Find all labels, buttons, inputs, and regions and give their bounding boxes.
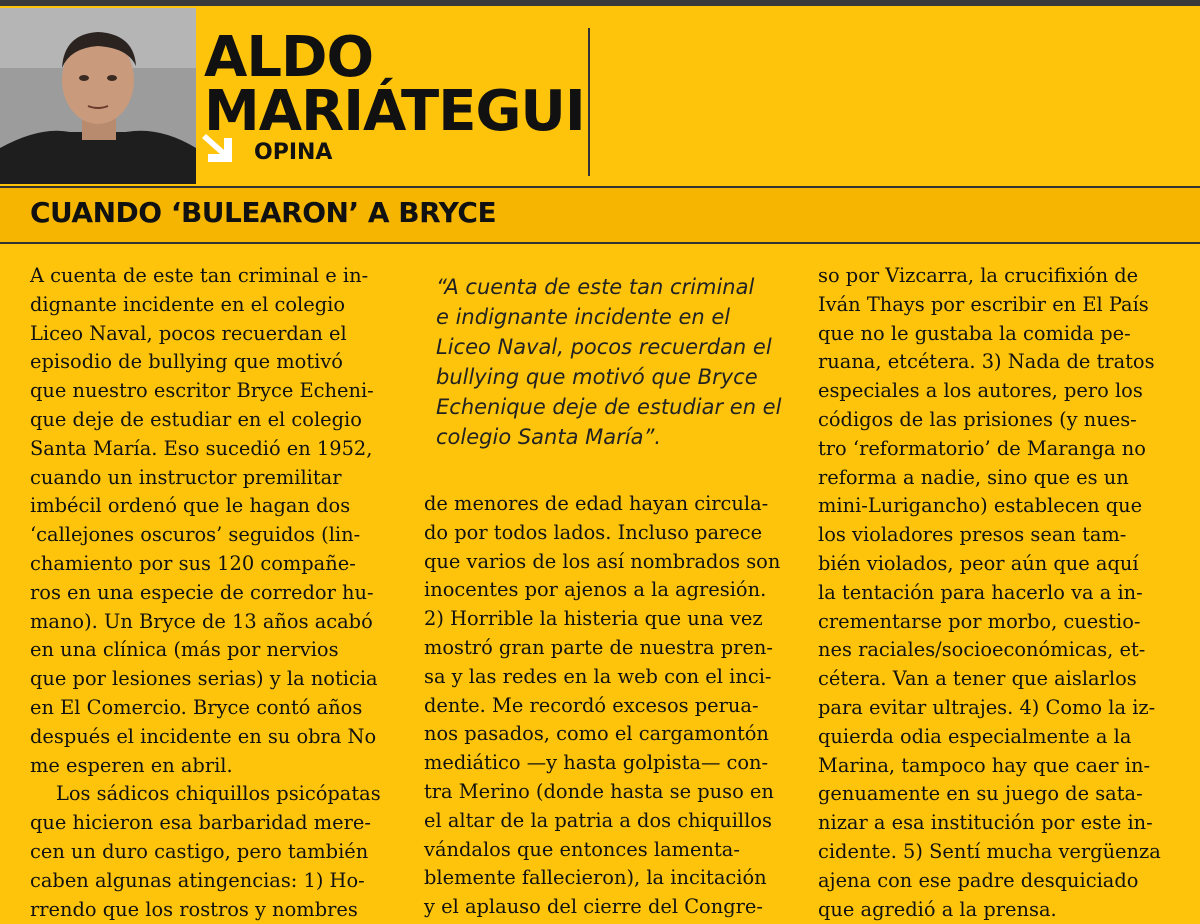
text-line: reforma a nadie, sino que es un xyxy=(818,465,1129,489)
pull-quote-line: “A cuenta de este tan criminal xyxy=(436,275,755,299)
headline: CUANDO ‘BULEARON’ A BRYCE xyxy=(30,196,497,229)
text-line: Santa María. Eso sucedió en 1952, xyxy=(30,436,373,460)
text-line: los violadores presos sean tam- xyxy=(818,523,1127,547)
text-line: nos pasados, como el cargamontón xyxy=(424,722,769,746)
text-line: en El Comercio. Bryce contó años xyxy=(30,695,363,719)
text-line: Liceo Naval, pocos recuerdan el xyxy=(30,321,347,345)
pull-quote-line: Echenique deje de estudiar en el xyxy=(436,395,782,419)
pull-quote-line: Liceo Naval, pocos recuerdan el xyxy=(436,335,772,359)
text-line: inocentes por ajenos a la agresión. xyxy=(424,578,767,602)
text-line: ruana, etcétera. 3) Nada de tratos xyxy=(818,350,1155,374)
text-line: especiales a los autores, pero los xyxy=(818,379,1143,403)
text-line: imbécil ordenó que le hagan dos xyxy=(30,494,351,518)
text-line: quierda odia especialmente a la xyxy=(818,724,1132,748)
text-line: chamiento por sus 120 compañe- xyxy=(30,551,356,575)
text-line: bién violados, peor aún que aquí xyxy=(818,551,1139,575)
text-line: me esperen en abril. xyxy=(30,753,233,777)
text-line: A cuenta de este tan criminal e in- xyxy=(30,264,369,287)
text-line: blemente fallecieron), la incitación xyxy=(424,866,767,890)
text-line: so por Vizcarra, la crucifixión de xyxy=(818,264,1139,287)
text-line: Marina, tampoco hay que caer in- xyxy=(818,753,1151,777)
text-line: y el aplauso del cierre del Congre- xyxy=(424,895,763,919)
author-name-last: MARIÁTEGUI xyxy=(204,79,585,144)
text-line: crementarse por morbo, cuestio- xyxy=(818,609,1141,633)
text-line: que no le gustaba la comida pe- xyxy=(818,321,1131,345)
text-line: Iván Thays por escribir en El País xyxy=(818,292,1149,316)
section-label: OPINA xyxy=(254,140,333,165)
text-line: que agredió a la prensa. xyxy=(818,897,1057,921)
text-line: mediático —y hasta golpista— con- xyxy=(424,751,769,775)
text-line: en una clínica (más por nervios xyxy=(30,638,339,662)
text-line: do por todos lados. Incluso parece xyxy=(424,520,763,544)
text-line: cidente. 5) Sentí mucha vergüenza xyxy=(818,839,1161,863)
text-line: cuando un instructor premilitar xyxy=(30,465,342,489)
text-line: que varios de los así nombrados son xyxy=(424,549,781,573)
text-line: Los sádicos chiquillos psicópatas xyxy=(56,782,381,806)
pull-quote-line: e indignante incidente en el xyxy=(436,305,731,329)
author-photo xyxy=(0,8,196,184)
top-rule xyxy=(0,0,1200,6)
text-line: episodio de bullying que motivó xyxy=(30,350,343,374)
pull-quote xyxy=(436,272,796,452)
text-line: de menores de edad hayan circula- xyxy=(424,492,769,515)
text-line: rrendo que los rostros y nombres xyxy=(30,897,358,921)
text-line: que nuestro escritor Bryce Echeni- xyxy=(30,379,374,403)
text-line: mano). Un Bryce de 13 años acabó xyxy=(30,609,373,633)
text-line: dignante incidente en el colegio xyxy=(30,292,346,316)
text-line: nizar a esa institución por este in- xyxy=(818,811,1153,835)
text-line: después el incidente en su obra No xyxy=(30,724,377,748)
text-line: mini-Lurigancho) establecen que xyxy=(818,494,1143,518)
text-line: que por lesiones serias) y la noticia xyxy=(30,667,378,691)
text-line: el altar de la patria a dos chiquillos xyxy=(424,808,772,832)
text-line: 2) Horrible la histeria que una vez xyxy=(424,607,763,631)
article-column-3 xyxy=(818,262,1180,924)
text-line: para evitar ultrajes. 4) Como la iz- xyxy=(818,695,1156,719)
text-line: tra Merino (donde hasta se puso en xyxy=(424,779,774,803)
text-line: vándalos que entonces lamenta- xyxy=(424,837,740,861)
text-line: la tentación para hacerlo va a in- xyxy=(818,580,1143,604)
text-line: cétera. Van a tener que aislarlos xyxy=(818,667,1137,691)
pull-quote-line: colegio Santa María”. xyxy=(436,425,662,449)
text-line: ros en una especie de corredor hu- xyxy=(30,580,374,604)
article-column-1 xyxy=(30,262,394,924)
pull-quote-line: bullying que motivó que Bryce xyxy=(436,365,758,389)
arrow-down-right-icon xyxy=(200,130,244,166)
text-line: genuamente en su juego de sata- xyxy=(818,782,1143,806)
text-line: mostró gran parte de nuestra pren- xyxy=(424,635,773,659)
article-column-2 xyxy=(424,490,780,922)
text-line: ajena con ese padre desquiciado xyxy=(818,868,1139,892)
author-name-first: ALDO xyxy=(204,25,374,90)
text-line: caben algunas atingencias: 1) Ho- xyxy=(30,868,365,892)
header-divider xyxy=(588,28,590,176)
text-line: que hicieron esa barbaridad mere- xyxy=(30,811,371,835)
text-line: ‘callejones oscuros’ seguidos (lin- xyxy=(30,523,361,547)
text-line: nes raciales/socioeconómicas, et- xyxy=(818,638,1146,662)
text-line: tro ‘reformatorio’ de Maranga no xyxy=(818,436,1146,460)
text-line: sa y las redes en la web con el inci- xyxy=(424,664,772,688)
text-line: que deje de estudiar en el colegio xyxy=(30,407,362,431)
text-line: códigos de las prisiones (y nues- xyxy=(818,407,1137,431)
text-line: cen un duro castigo, pero también xyxy=(30,839,369,863)
text-line: dente. Me recordó excesos perua- xyxy=(424,693,759,717)
